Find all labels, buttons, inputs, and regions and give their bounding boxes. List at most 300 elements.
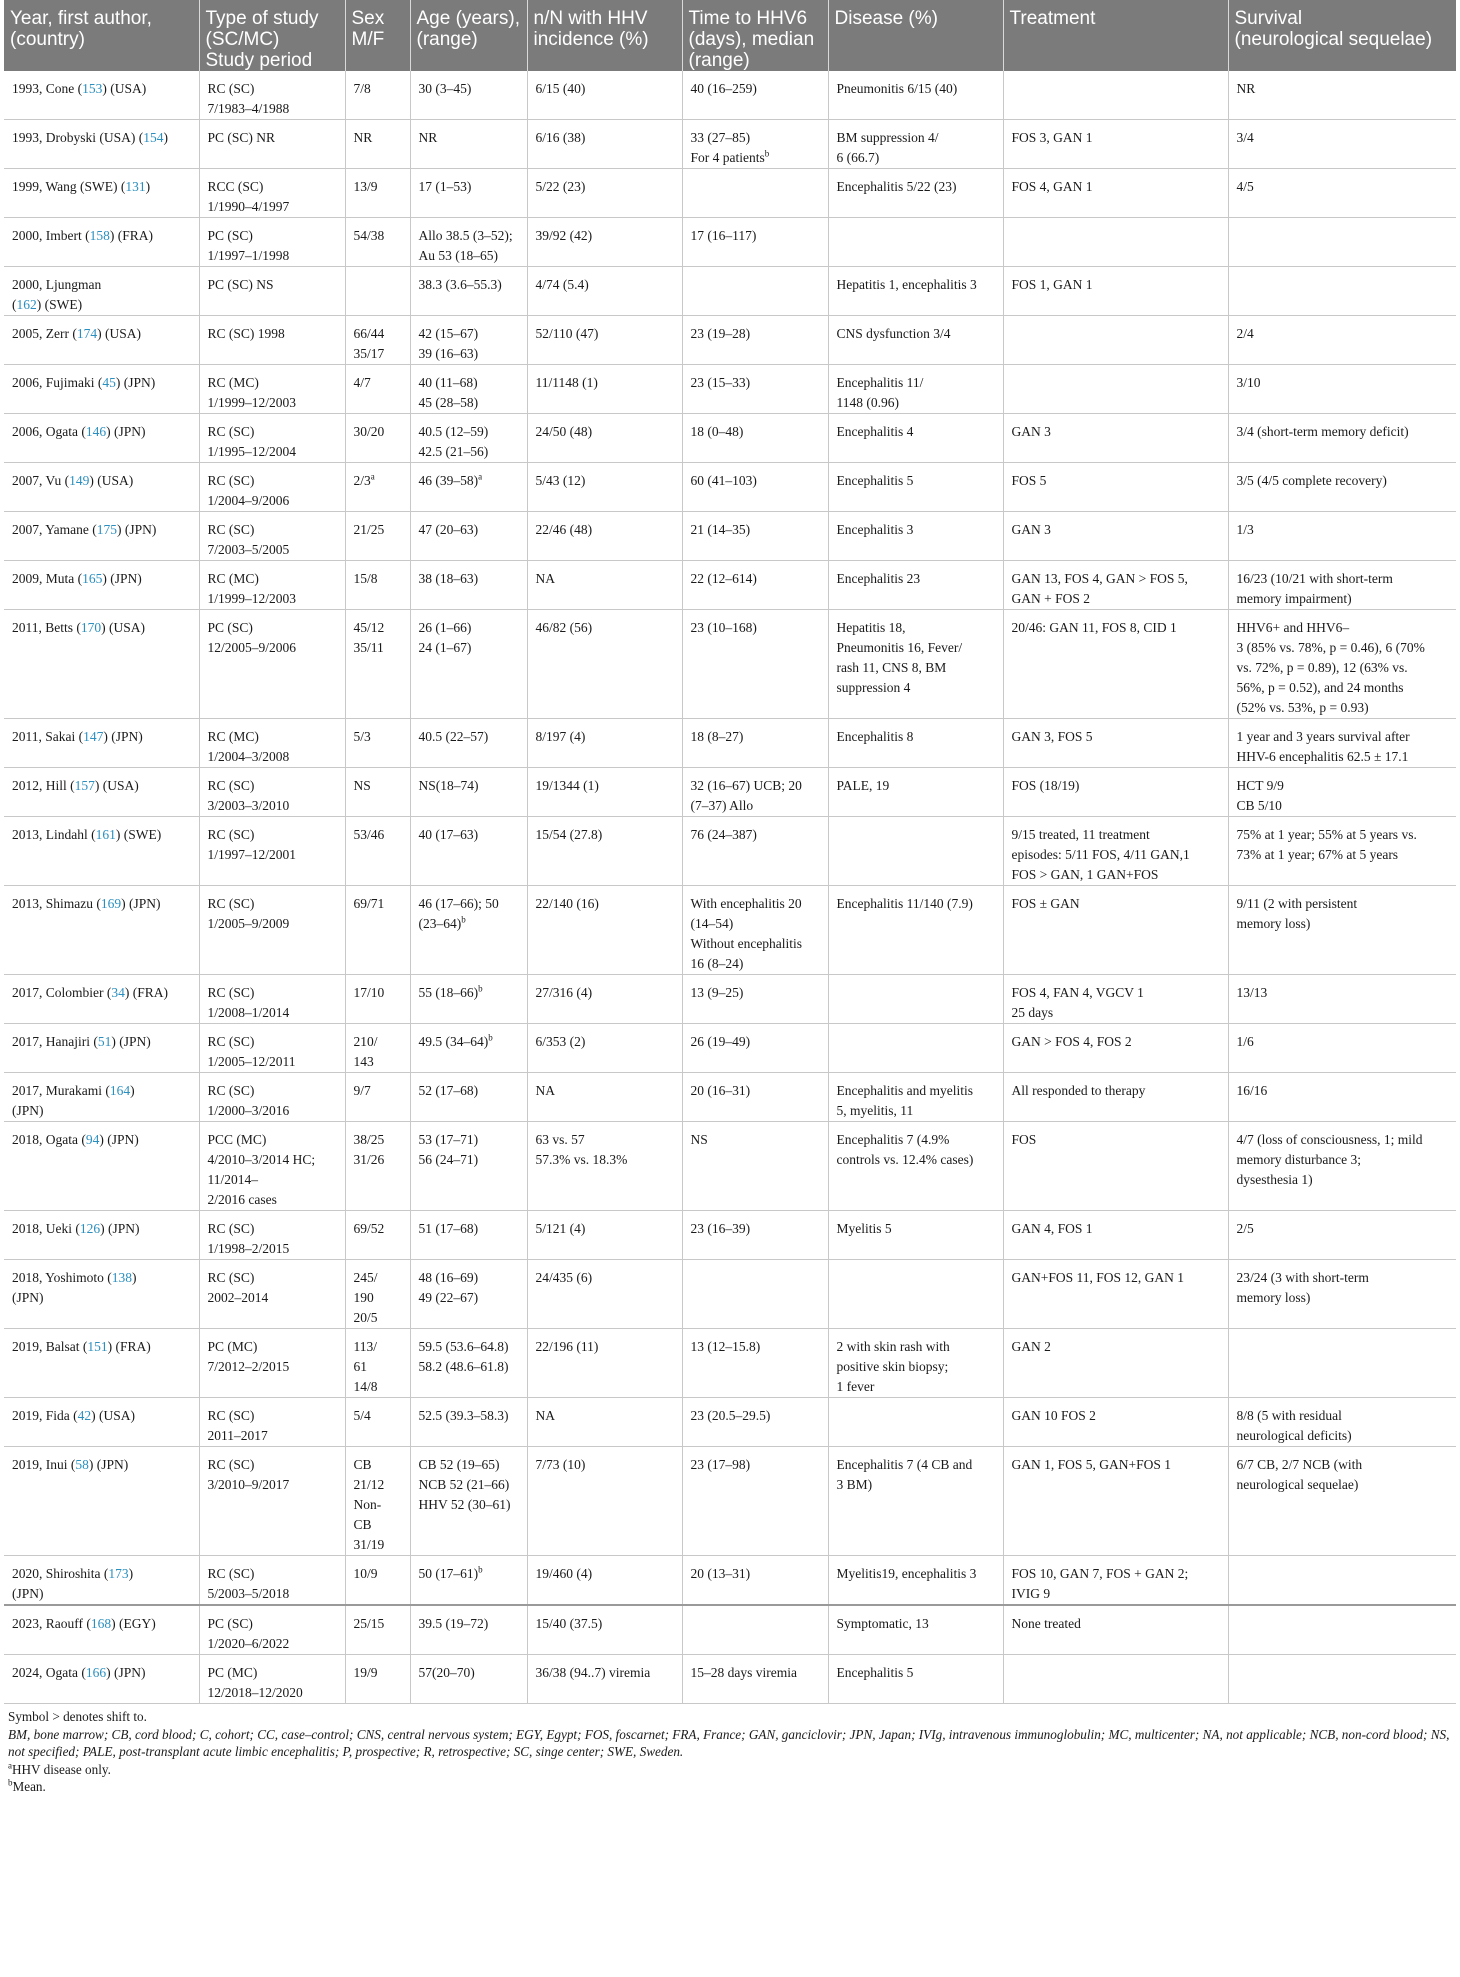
table-row (4, 169, 1456, 218)
reference-link[interactable]: 162 (16, 297, 37, 312)
cell-time: 13 (12–15.8) (682, 1329, 828, 1398)
cell-survival: 3/5 (4/5 complete recovery) (1228, 463, 1456, 512)
cell-study: 2018, Ueki (126) (JPN) (4, 1211, 199, 1260)
cell-survival (1228, 267, 1456, 316)
cell-type: RC (MC) 1/2004–3/2008 (199, 719, 345, 768)
cell-incidence: 52/110 (47) (527, 316, 682, 365)
reference-link[interactable]: 94 (85, 1132, 100, 1147)
cell-treatment: FOS 4, GAN 1 (1003, 169, 1228, 218)
cell-disease: PALE, 19 (828, 768, 1003, 817)
footnote-symbol: Symbol > denotes shift to. (8, 1709, 147, 1724)
cell-study: 2012, Hill (157) (USA) (4, 768, 199, 817)
cell-time: 60 (41–103) (682, 463, 828, 512)
cell-disease: Hepatitis 1, encephalitis 3 (828, 267, 1003, 316)
cell-treatment: 20/46: GAN 11, FOS 8, CID 1 (1003, 610, 1228, 719)
cell-disease: Myelitis19, encephalitis 3 (828, 1556, 1003, 1606)
cell-disease (828, 1024, 1003, 1073)
cell-treatment: 9/15 treated, 11 treatment episodes: 5/11 FOS, 4/11 GAN,1 FOS > GAN, 1 GAN+FOS (1003, 817, 1228, 886)
cell-disease: Encephalitis 3 (828, 512, 1003, 561)
cell-age: 53 (17–71) 56 (24–71) (410, 1122, 527, 1211)
cell-age: 40.5 (22–57) (410, 719, 527, 768)
cell-sex: 30/20 (345, 414, 410, 463)
cell-sex: 210/ 143 (345, 1024, 410, 1073)
cell-incidence: 6/353 (2) (527, 1024, 682, 1073)
cell-incidence: 19/1344 (1) (527, 768, 682, 817)
cell-disease: Encephalitis 11/140 (7.9) (828, 886, 1003, 975)
reference-link[interactable]: 147 (83, 729, 104, 744)
cell-study: 1993, Drobyski (USA) (154) (4, 120, 199, 169)
cell-sex: 54/38 (345, 218, 410, 267)
cell-survival: 4/5 (1228, 169, 1456, 218)
table-row (4, 1024, 1456, 1073)
cell-sex (345, 267, 410, 316)
table-row (4, 610, 1456, 719)
cell-age: 40 (11–68) 45 (28–58) (410, 365, 527, 414)
footnote-marker: b (764, 148, 770, 159)
header-year-author: Year, first author, (country) (4, 0, 199, 71)
cell-age: 57(20–70) (410, 1655, 527, 1704)
cell-disease: Encephalitis 23 (828, 561, 1003, 610)
table-row (4, 120, 1456, 169)
cell-type: PC (MC) 12/2018–12/2020 (199, 1655, 345, 1704)
cell-survival: 2/4 (1228, 316, 1456, 365)
cell-time: 23 (16–39) (682, 1211, 828, 1260)
cell-treatment (1003, 316, 1228, 365)
cell-sex: 13/9 (345, 169, 410, 218)
reference-link[interactable]: 151 (87, 1339, 108, 1354)
cell-sex: 53/46 (345, 817, 410, 886)
cell-type: RC (SC) 1/2004–9/2006 (199, 463, 345, 512)
cell-type: PC (SC) 12/2005–9/2006 (199, 610, 345, 719)
cell-age: 47 (20–63) (410, 512, 527, 561)
cell-study: 2006, Ogata (146) (JPN) (4, 414, 199, 463)
cell-survival: 2/5 (1228, 1211, 1456, 1260)
cell-treatment: FOS 1, GAN 1 (1003, 267, 1228, 316)
reference-link[interactable]: 146 (85, 424, 107, 439)
cell-study: 2023, Raouff (168) (EGY) (4, 1605, 199, 1655)
cell-type: PC (SC) NS (199, 267, 345, 316)
reference-link[interactable]: 170 (80, 620, 102, 635)
cell-time: 76 (24–387) (682, 817, 828, 886)
cell-survival: 75% at 1 year; 55% at 5 years vs. 73% at 1 year; 67% at 5 years (1228, 817, 1456, 886)
cell-type: PC (SC) 1/1997–1/1998 (199, 218, 345, 267)
cell-age: 42 (15–67) 39 (16–63) (410, 316, 527, 365)
cell-age: 48 (16–69) 49 (22–67) (410, 1260, 527, 1329)
cell-age: 17 (1–53) (410, 169, 527, 218)
cell-age: NR (410, 120, 527, 169)
cell-treatment: GAN 4, FOS 1 (1003, 1211, 1228, 1260)
table-row (4, 817, 1456, 886)
cell-age: 55 $(18-66)^b$ (410, 975, 527, 1024)
cell-type: RC (SC) 1/2005–9/2009 (199, 886, 345, 975)
cell-age: 40.5 (12–59) 42.5 (21–56) (410, 414, 527, 463)
cell-type: RC (SC) 2002–2014 (199, 1260, 345, 1329)
cell-age: 52.5 (39.3–58.3) (410, 1398, 527, 1447)
reference-link[interactable]: 51 (97, 1034, 112, 1049)
cell-sex: 69/71 (345, 886, 410, 975)
cell-treatment: None treated (1003, 1605, 1228, 1655)
cell-sex: 17/10 (345, 975, 410, 1024)
cell-age: 26 (1–66) 24 (1–67) (410, 610, 527, 719)
cell-treatment: FOS (1003, 1122, 1228, 1211)
cell-incidence: 11/1148 (1) (527, 365, 682, 414)
table-row (4, 1447, 1456, 1556)
cell-incidence: 46/82 (56) (527, 610, 682, 719)
cell-time: 18 (8–27) (682, 719, 828, 768)
table-row (4, 1556, 1456, 1606)
cell-type: RC (SC) 1/1995–12/2004 (199, 414, 345, 463)
reference-link[interactable]: 161 (95, 827, 116, 842)
cell-type: RC (SC) 1/2008–1/2014 (199, 975, 345, 1024)
cell-disease (828, 1398, 1003, 1447)
cell-time (682, 1605, 828, 1655)
footnote-marker: b (488, 1032, 493, 1043)
cell-type: RC (MC) 1/1999–12/2003 (199, 561, 345, 610)
table-row (4, 463, 1456, 512)
cell-treatment: FOS 3, GAN 1 (1003, 120, 1228, 169)
cell-disease (828, 1260, 1003, 1329)
table-row (4, 1329, 1456, 1398)
cell-age: 49.5 $(34-64)^b$ (410, 1024, 527, 1073)
cell-age: 46 (17–66); 50 $(23-64)^b$ (410, 886, 527, 975)
cell-incidence: 7/73 (10) (527, 1447, 682, 1556)
cell-disease: Encephalitis 7 (4 CB and 3 BM) (828, 1447, 1003, 1556)
cell-age: 51 (17–68) (410, 1211, 527, 1260)
cell-sex: 15/8 (345, 561, 410, 610)
cell-time: 20 (16–31) (682, 1073, 828, 1122)
reference-link[interactable]: 158 (89, 228, 110, 243)
header-treatment: Treatment (1003, 0, 1228, 71)
footnote-marker: b (478, 983, 483, 994)
reference-link[interactable]: 175 (96, 522, 117, 537)
cell-treatment: GAN 3 (1003, 512, 1228, 561)
cell-age: 59.5 (53.6–64.8) 58.2 (48.6–61.8) (410, 1329, 527, 1398)
cell-incidence: 27/316 (4) (527, 975, 682, 1024)
cell-time: 26 (19–49) (682, 1024, 828, 1073)
cell-study: 2007, Vu (149) (USA) (4, 463, 199, 512)
reference-link[interactable]: 166 (85, 1665, 107, 1680)
cell-treatment (1003, 71, 1228, 120)
cell-age: 50 $(17-61)^b$ (410, 1556, 527, 1606)
footnotes (4, 1704, 1456, 1796)
cell-study: 2018, Yoshimoto (138) (JPN) (4, 1260, 199, 1329)
cell-study: 1993, Cone (153) (USA) (4, 71, 199, 120)
cell-age: 39.5 (19–72) (410, 1605, 527, 1655)
cell-sex: 2/3$^a$ (345, 463, 410, 512)
cell-study: 2017, Colombier (34) (FRA) (4, 975, 199, 1024)
cell-incidence: NA (527, 561, 682, 610)
cell-survival: 3/4 (1228, 120, 1456, 169)
cell-incidence: 22/46 (48) (527, 512, 682, 561)
footnote-marker: a (370, 471, 375, 482)
table-row (4, 1122, 1456, 1211)
cell-disease: Encephalitis 4 (828, 414, 1003, 463)
cell-study: 2019, Balsat (151) (FRA) (4, 1329, 199, 1398)
cell-study: 2013, Shimazu (169) (JPN) (4, 886, 199, 975)
reference-link[interactable]: 165 (82, 571, 103, 586)
cell-study: 2011, Sakai (147) (JPN) (4, 719, 199, 768)
table-row (4, 1398, 1456, 1447)
cell-sex: 25/15 (345, 1605, 410, 1655)
cell-age: 40 (17–63) (410, 817, 527, 886)
cell-sex: 19/9 (345, 1655, 410, 1704)
cell-disease: Encephalitis 11/ 1148 (0.96) (828, 365, 1003, 414)
cell-incidence: 36/38 (94..7) viremia (527, 1655, 682, 1704)
cell-treatment: FOS (18/19) (1003, 768, 1228, 817)
cell-treatment: GAN 10 FOS 2 (1003, 1398, 1228, 1447)
footnote-b: $^b$Mean. (8, 1777, 46, 1794)
cell-study: 2017, Hanajiri (51) (JPN) (4, 1024, 199, 1073)
cell-incidence: 63 vs. 57 57.3% vs. 18.3% (527, 1122, 682, 1211)
reference-link[interactable]: 174 (76, 326, 98, 341)
header-sex: Sex M/F (345, 0, 410, 71)
cell-treatment: GAN 1, FOS 5, GAN+FOS 1 (1003, 1447, 1228, 1556)
table-wrapper (4, 0, 1456, 1796)
cell-time: NS (682, 1122, 828, 1211)
cell-time: 33 (27–85) For 4 patients$^b$ (682, 120, 828, 169)
footnote-a: $^a$HHV disease only. (8, 1760, 111, 1777)
cell-incidence: 22/140 (16) (527, 886, 682, 975)
table-row (4, 1211, 1456, 1260)
reference-link[interactable]: 173 (108, 1566, 129, 1581)
cell-treatment: GAN 13, FOS 4, GAN > FOS 5, GAN + FOS 2 (1003, 561, 1228, 610)
cell-time (682, 267, 828, 316)
table-row (4, 719, 1456, 768)
cell-time: 20 (13–31) (682, 1556, 828, 1606)
cell-type: RC (SC) 1/2000–3/2016 (199, 1073, 345, 1122)
cell-disease: Myelitis 5 (828, 1211, 1003, 1260)
cell-incidence: 39/92 (42) (527, 218, 682, 267)
cell-time: 17 (16–117) (682, 218, 828, 267)
cell-survival (1228, 1605, 1456, 1655)
cell-disease: Encephalitis 5/22 (23) (828, 169, 1003, 218)
cell-survival (1228, 1655, 1456, 1704)
table-row (4, 768, 1456, 817)
cell-type: PC (SC) 1/2020–6/2022 (199, 1605, 345, 1655)
header-incidence: n/N with HHV incidence (%) (527, 0, 682, 71)
cell-study: 2007, Yamane (175) (JPN) (4, 512, 199, 561)
reference-link[interactable]: 169 (100, 896, 122, 911)
cell-age: NS(18–74) (410, 768, 527, 817)
cell-disease: Encephalitis 7 (4.9% controls vs. 12.4% cases) (828, 1122, 1003, 1211)
cell-age: 38 (18–63) (410, 561, 527, 610)
cell-disease: Encephalitis and myelitis 5, myelitis, 11 (828, 1073, 1003, 1122)
cell-incidence: 5/22 (23) (527, 169, 682, 218)
cell-incidence: NA (527, 1073, 682, 1122)
cell-treatment: FOS 10, GAN 7, FOS + GAN 2; IVIG 9 (1003, 1556, 1228, 1606)
table-row (4, 1605, 1456, 1655)
cell-treatment: FOS 5 (1003, 463, 1228, 512)
cell-study: 2013, Lindahl (161) (SWE) (4, 817, 199, 886)
cell-incidence: 6/16 (38) (527, 120, 682, 169)
reference-link[interactable]: 45 (102, 375, 116, 390)
cell-sex: 21/25 (345, 512, 410, 561)
cell-sex: 5/3 (345, 719, 410, 768)
hhv6-studies-table (4, 0, 1456, 1704)
cell-time: 15–28 days viremia (682, 1655, 828, 1704)
cell-study: 2000, Imbert (158) (FRA) (4, 218, 199, 267)
cell-study: 2019, Inui (58) (JPN) (4, 1447, 199, 1556)
cell-treatment (1003, 218, 1228, 267)
reference-link[interactable]: 131 (125, 179, 146, 194)
reference-link[interactable]: 164 (109, 1083, 131, 1098)
table-row (4, 71, 1456, 120)
cell-time: With encephalitis 20 (14–54) Without encephalitis 16 (8–24) (682, 886, 828, 975)
cell-type: RC (SC) 7/2003–5/2005 (199, 512, 345, 561)
table-row (4, 1655, 1456, 1704)
cell-type: RC (SC) 2011–2017 (199, 1398, 345, 1447)
cell-survival: 9/11 (2 with persistent memory loss) (1228, 886, 1456, 975)
cell-type: RC (SC) 5/2003–5/2018 (199, 1556, 345, 1606)
table-row (4, 267, 1456, 316)
cell-survival (1228, 1556, 1456, 1606)
cell-survival: 1 year and 3 years survival after HHV-6 encephalitis 62.5 ± 17.1 (1228, 719, 1456, 768)
cell-sex: 66/44 35/17 (345, 316, 410, 365)
reference-link[interactable]: 126 (79, 1221, 101, 1236)
header-row (4, 0, 1456, 71)
cell-disease: Encephalitis 5 (828, 1655, 1003, 1704)
cell-sex: 69/52 (345, 1211, 410, 1260)
table-row (4, 561, 1456, 610)
cell-study: 2019, Fida (42) (USA) (4, 1398, 199, 1447)
cell-treatment: FOS ± GAN (1003, 886, 1228, 975)
cell-study: 2020, Shiroshita (173) (JPN) (4, 1556, 199, 1606)
cell-incidence: 19/460 (4) (527, 1556, 682, 1606)
cell-survival: 13/13 (1228, 975, 1456, 1024)
cell-age: 30 (3–45) (410, 71, 527, 120)
footnote-marker: b (478, 1564, 483, 1575)
cell-disease: Pneumonitis 6/15 (40) (828, 71, 1003, 120)
cell-survival: 1/3 (1228, 512, 1456, 561)
header-disease: Disease (%) (828, 0, 1003, 71)
cell-survival (1228, 1329, 1456, 1398)
cell-sex: 5/4 (345, 1398, 410, 1447)
reference-link[interactable]: 154 (143, 130, 164, 145)
cell-study: 2006, Fujimaki (45) (JPN) (4, 365, 199, 414)
cell-sex: 9/7 (345, 1073, 410, 1122)
table-row (4, 218, 1456, 267)
cell-study: 2017, Murakami (164) (JPN) (4, 1073, 199, 1122)
cell-type: RC (MC) 1/1999–12/2003 (199, 365, 345, 414)
cell-survival: HCT 9/9 CB 5/10 (1228, 768, 1456, 817)
cell-incidence: 8/197 (4) (527, 719, 682, 768)
cell-sex: 4/7 (345, 365, 410, 414)
cell-incidence: NA (527, 1398, 682, 1447)
cell-disease: CNS dysfunction 3/4 (828, 316, 1003, 365)
cell-type: RC (SC) 3/2003–3/2010 (199, 768, 345, 817)
header-survival: Survival (neurological sequelae) (1228, 0, 1456, 71)
table-row (4, 1073, 1456, 1122)
cell-sex: 45/12 35/11 (345, 610, 410, 719)
cell-disease: Encephalitis 8 (828, 719, 1003, 768)
cell-incidence: 15/54 (27.8) (527, 817, 682, 886)
cell-study: 2024, Ogata (166) (JPN) (4, 1655, 199, 1704)
cell-study: 2009, Muta (165) (JPN) (4, 561, 199, 610)
cell-survival: 16/16 (1228, 1073, 1456, 1122)
cell-type: RC (SC) 1998 (199, 316, 345, 365)
cell-incidence: 6/15 (40) (527, 71, 682, 120)
cell-time (682, 169, 828, 218)
cell-survival: 6/7 CB, 2/7 NCB (with neurological sequelae) (1228, 1447, 1456, 1556)
reference-link[interactable]: 149 (69, 473, 90, 488)
cell-survival: 1/6 (1228, 1024, 1456, 1073)
cell-age: Allo 38.5 (3–52); Au 53 (18–65) (410, 218, 527, 267)
table-row (4, 886, 1456, 975)
cell-study: 2011, Betts (170) (USA) (4, 610, 199, 719)
cell-disease: BM suppression 4/ 6 (66.7) (828, 120, 1003, 169)
cell-treatment (1003, 1655, 1228, 1704)
cell-treatment: GAN > FOS 4, FOS 2 (1003, 1024, 1228, 1073)
cell-disease: Hepatitis 18, Pneumonitis 16, Fever/ rash 11, CNS 8, BM suppression 4 (828, 610, 1003, 719)
cell-incidence: 15/40 (37.5) (527, 1605, 682, 1655)
cell-survival: 8/8 (5 with residual neurological deficits) (1228, 1398, 1456, 1447)
cell-sex: 245/ 190 20/5 (345, 1260, 410, 1329)
cell-time: 21 (14–35) (682, 512, 828, 561)
cell-survival: HHV6+ and HHV6– 3 (85% vs. 78%, p = 0.46), 6 (70% vs. 72%, p = 0.89), 12 (63% vs. 56%, p = 0.52), and 24 months (52% vs. 53%, p = 0.93) (1228, 610, 1456, 719)
cell-type: RC (SC) 1/2005–12/2011 (199, 1024, 345, 1073)
cell-disease: Encephalitis 5 (828, 463, 1003, 512)
footnote-abbreviations: BM, bone marrow; CB, cord blood; C, cohort; CC, case–control; CNS, central nervous system; EGY, Egypt; FOS, foscarnet; FRA, France; GAN, ganciclovir; JPN, Japan; IVIg, intravenous immunoglobulin; MC, multicenter; NA, not applicable; NCB, non-cord blood; NS, not specified; PALE, post-transplant acute limbic encephalitis; P, prospective; R, retrospective; SC, singe center; SWE, Sweden. (8, 1726, 1450, 1759)
table-row (4, 1260, 1456, 1329)
cell-survival: 3/10 (1228, 365, 1456, 414)
table-row (4, 414, 1456, 463)
cell-treatment: GAN 3 (1003, 414, 1228, 463)
cell-survival: 3/4 (short-term memory deficit) (1228, 414, 1456, 463)
cell-time: 23 (15–33) (682, 365, 828, 414)
cell-disease: Symptomatic, 13 (828, 1605, 1003, 1655)
cell-incidence: 24/50 (48) (527, 414, 682, 463)
cell-type: PC (MC) 7/2012–2/2015 (199, 1329, 345, 1398)
cell-study: 2018, Ogata (94) (JPN) (4, 1122, 199, 1211)
cell-survival: NR (1228, 71, 1456, 120)
table-row (4, 316, 1456, 365)
reference-link[interactable]: 34 (111, 985, 125, 1000)
footnote-marker: a (478, 471, 483, 482)
cell-sex: 10/9 (345, 1556, 410, 1606)
reference-link[interactable]: 168 (90, 1616, 112, 1631)
cell-study: 2005, Zerr (174) (USA) (4, 316, 199, 365)
cell-type: RC (SC) 3/2010–9/2017 (199, 1447, 345, 1556)
cell-time: 18 (0–48) (682, 414, 828, 463)
cell-type: PC (SC) NR (199, 120, 345, 169)
cell-survival: 16/23 (10/21 with short-term memory impairment) (1228, 561, 1456, 610)
table-body (4, 71, 1456, 1704)
header-type: Type of study (SC/MC) Study period (199, 0, 345, 71)
cell-disease: 2 with skin rash with positive skin biopsy; 1 fever (828, 1329, 1003, 1398)
cell-time (682, 1260, 828, 1329)
cell-age: 46 $(39-58)^a$ (410, 463, 527, 512)
reference-link[interactable]: 153 (82, 81, 103, 96)
cell-treatment: GAN 3, FOS 5 (1003, 719, 1228, 768)
cell-incidence: 4/74 (5.4) (527, 267, 682, 316)
cell-type: RC (SC) 1/1998–2/2015 (199, 1211, 345, 1260)
reference-link[interactable]: 58 (75, 1457, 89, 1472)
cell-survival (1228, 218, 1456, 267)
cell-study: 1999, Wang (SWE) (131) (4, 169, 199, 218)
reference-link[interactable]: 157 (74, 778, 95, 793)
cell-sex: 38/25 31/26 (345, 1122, 410, 1211)
reference-link[interactable]: 138 (111, 1270, 133, 1285)
cell-sex: NR (345, 120, 410, 169)
cell-treatment: All responded to therapy (1003, 1073, 1228, 1122)
cell-sex: 113/ 61 14/8 (345, 1329, 410, 1398)
cell-treatment: GAN 2 (1003, 1329, 1228, 1398)
cell-time: 22 (12–614) (682, 561, 828, 610)
cell-age: 52 (17–68) (410, 1073, 527, 1122)
reference-link[interactable]: 42 (77, 1408, 92, 1423)
header-time: Time to HHV6 (days), median (range) (682, 0, 828, 71)
table-row (4, 365, 1456, 414)
